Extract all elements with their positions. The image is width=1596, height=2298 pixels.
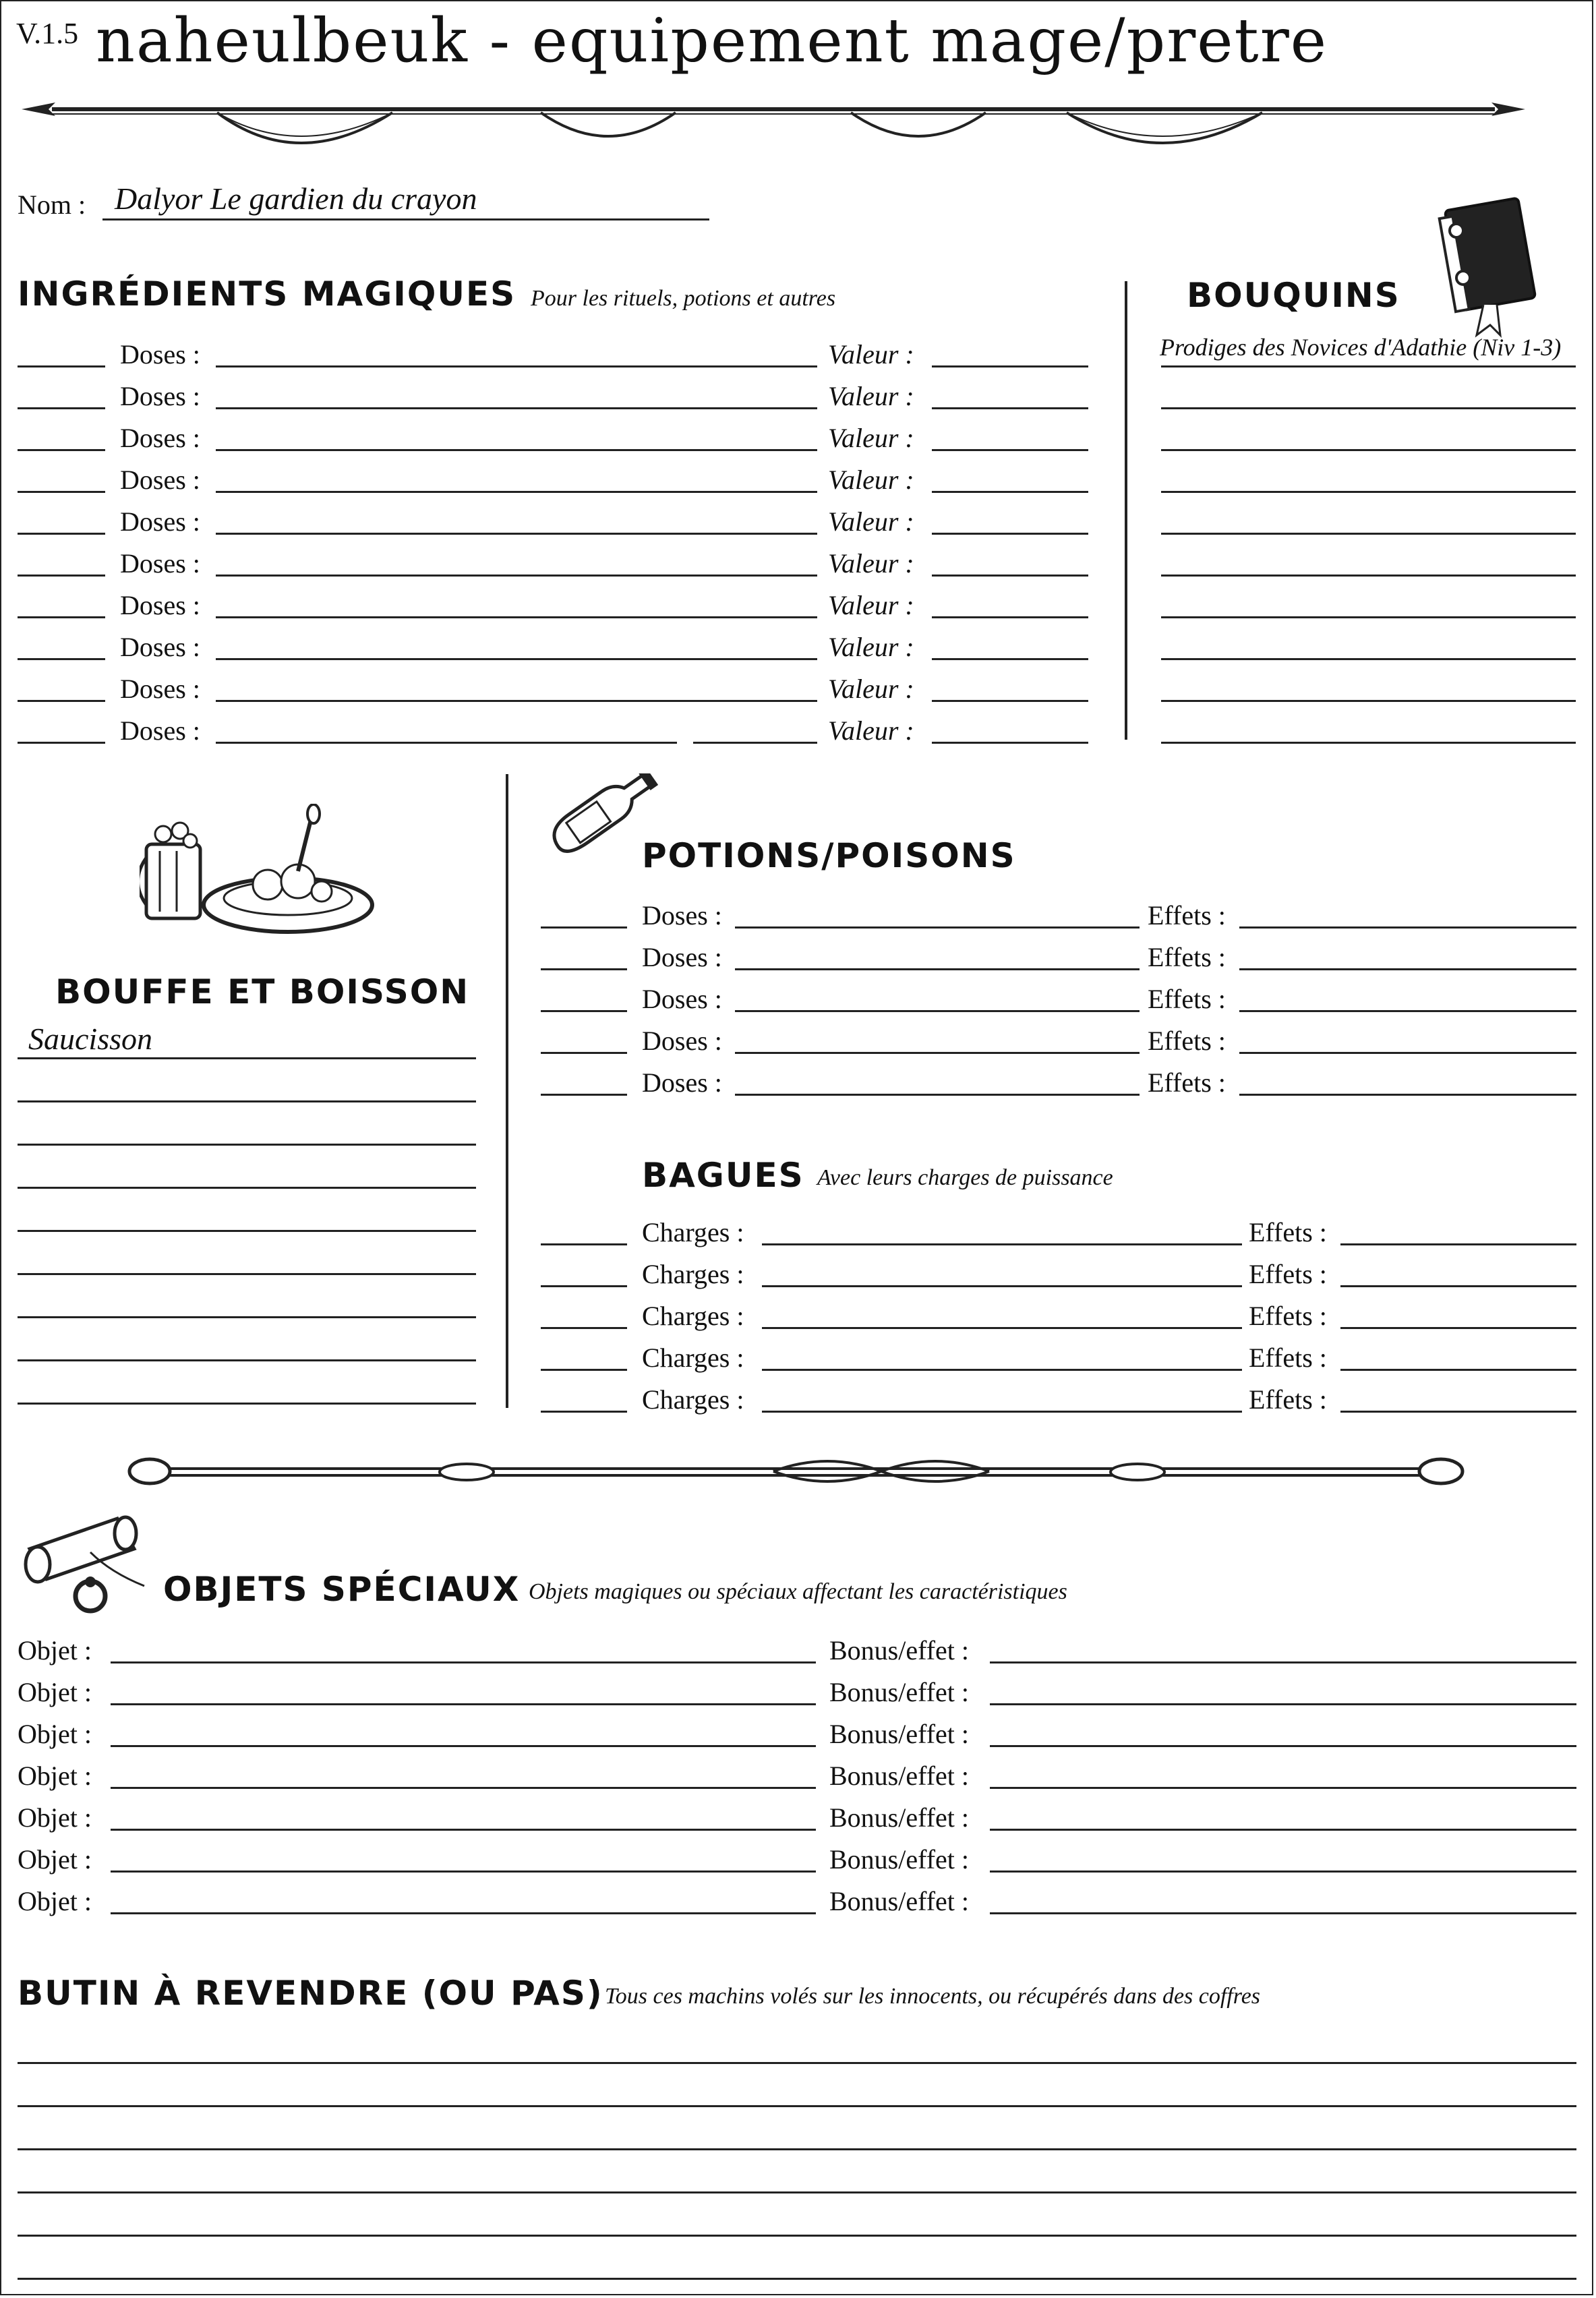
ingredient-quantity-field[interactable]: [18, 449, 105, 451]
special-object-label: Objet :: [18, 1761, 92, 1791]
ingredient-quantity-field[interactable]: [18, 742, 105, 744]
ingredient-value-label: Valeur :: [828, 423, 914, 453]
book-entry-line[interactable]: [1161, 365, 1576, 367]
ingredient-value-field[interactable]: [932, 700, 1088, 702]
ingredient-value-field[interactable]: [932, 742, 1088, 744]
ingredient-value-field[interactable]: [932, 616, 1088, 618]
food-title: BOUFFE ET BOISSON: [55, 972, 470, 1011]
potion-quantity-field[interactable]: [541, 1094, 627, 1096]
ingredient-value-field[interactable]: [932, 407, 1088, 409]
book-entry-line[interactable]: [1161, 700, 1576, 702]
ring-effect-field[interactable]: [1340, 1369, 1576, 1371]
ring-effects-label: Effets :: [1249, 1343, 1327, 1373]
special-bonus-label: Bonus/effet :: [829, 1677, 970, 1707]
ingredient-value-label: Valeur :: [828, 465, 914, 495]
scroll-and-ring-icon: [16, 1512, 158, 1620]
ingredient-doses-label: Doses :: [120, 339, 200, 370]
spear-ornament-icon: [15, 86, 1532, 146]
ingredient-quantity-field[interactable]: [18, 616, 105, 618]
potion-effect-field[interactable]: [1239, 1010, 1576, 1012]
food-entry-line[interactable]: [18, 1057, 476, 1059]
food-entry-line[interactable]: [18, 1359, 476, 1361]
food-entry-line[interactable]: [18, 1230, 476, 1232]
food-entry-line[interactable]: [18, 1100, 476, 1102]
ring-name-field[interactable]: [762, 1369, 1242, 1371]
ring-charges-label: Charges :: [642, 1301, 744, 1331]
ingredient-quantity-field[interactable]: [18, 658, 105, 660]
ingredient-value-label: Valeur :: [828, 674, 914, 704]
ingredients-title: INGRÉDIENTS MAGIQUES: [18, 274, 516, 314]
potion-effect-field[interactable]: [1239, 1052, 1576, 1054]
special-bonus-field[interactable]: [990, 1703, 1576, 1705]
books-title: BOUQUINS: [1187, 276, 1400, 315]
potion-doses-label: Doses :: [642, 1026, 722, 1056]
ring-name-field[interactable]: [762, 1285, 1242, 1287]
book-entry-line[interactable]: [1161, 449, 1576, 451]
special-bonus-field[interactable]: [990, 1661, 1576, 1663]
food-divider: [506, 774, 508, 1408]
special-object-label: Objet :: [18, 1844, 92, 1875]
ingredient-value-field[interactable]: [932, 574, 1088, 577]
potion-quantity-field[interactable]: [541, 1010, 627, 1012]
book-entry-line[interactable]: [1161, 658, 1576, 660]
food-entry-line[interactable]: [18, 1187, 476, 1189]
ingredient-name-field[interactable]: [216, 533, 817, 535]
special-bonus-label: Bonus/effet :: [829, 1844, 970, 1875]
ring-effect-field[interactable]: [1340, 1327, 1576, 1329]
potion-effects-label: Effets :: [1148, 900, 1226, 931]
potion-quantity-field[interactable]: [541, 1052, 627, 1054]
potion-effect-field[interactable]: [1239, 1094, 1576, 1096]
food-entry-1: Saucisson: [28, 1022, 152, 1056]
ingredients-subtitle: Pour les rituels, potions et autres: [531, 286, 836, 311]
ring-effect-field[interactable]: [1340, 1285, 1576, 1287]
ring-effects-label: Effets :: [1249, 1259, 1327, 1289]
ingredient-quantity-field[interactable]: [18, 407, 105, 409]
loot-title: BUTIN À REVENDRE (OU PAS): [18, 1974, 603, 2013]
special-object-field[interactable]: [111, 1870, 816, 1873]
ingredient-quantity-field[interactable]: [18, 365, 105, 367]
food-entry-line[interactable]: [18, 1316, 476, 1318]
special-bonus-label: Bonus/effet :: [829, 1635, 970, 1666]
special-object-field[interactable]: [111, 1787, 816, 1789]
loot-entry-line[interactable]: [18, 2148, 1576, 2150]
potion-doses-label: Doses :: [642, 942, 722, 972]
ingredient-quantity-field[interactable]: [18, 491, 105, 493]
ring-effects-label: Effets :: [1249, 1217, 1327, 1247]
ingredient-doses-label: Doses :: [120, 423, 200, 453]
ring-quantity-field[interactable]: [541, 1243, 627, 1245]
ingredient-value-field[interactable]: [932, 533, 1088, 535]
ring-effects-label: Effets :: [1249, 1384, 1327, 1415]
ingredient-doses-label: Doses :: [120, 465, 200, 495]
ingredient-value-label: Valeur :: [828, 339, 914, 370]
ring-charges-label: Charges :: [642, 1217, 744, 1247]
ingredient-value-field[interactable]: [932, 491, 1088, 493]
name-value: Dalyor Le gardien du crayon: [115, 181, 477, 216]
ingredient-doses-label: Doses :: [120, 381, 200, 411]
ingredient-value-field[interactable]: [932, 658, 1088, 660]
potions-title: POTIONS/POISONS: [642, 836, 1016, 875]
potion-name-field[interactable]: [735, 1094, 1140, 1096]
staff-ornament-icon: [126, 1444, 1468, 1498]
ring-name-field[interactable]: [762, 1327, 1242, 1329]
special-bonus-label: Bonus/effet :: [829, 1761, 970, 1791]
ingredient-doses-label: Doses :: [120, 715, 200, 746]
ingredient-doses-label: Doses :: [120, 632, 200, 662]
book-entry-line[interactable]: [1161, 533, 1576, 535]
potion-effects-label: Effets :: [1148, 984, 1226, 1014]
ingredient-name-field[interactable]: [216, 449, 817, 451]
ingredient-name-field[interactable]: [216, 491, 817, 493]
page-title: naheulbeuk - equipement mage/pretre: [96, 5, 1328, 76]
potion-effect-field[interactable]: [1239, 968, 1576, 970]
ring-charges-label: Charges :: [642, 1259, 744, 1289]
ingredient-value-label: Valeur :: [828, 548, 914, 579]
ingredient-value-label: Valeur :: [828, 590, 914, 620]
potion-name-field[interactable]: [735, 968, 1140, 970]
ring-quantity-field[interactable]: [541, 1411, 627, 1413]
special-object-field[interactable]: [111, 1912, 816, 1914]
potion-doses-label: Doses :: [642, 900, 722, 931]
ring-effects-label: Effets :: [1249, 1301, 1327, 1331]
ingredient-value-label: Valeur :: [828, 506, 914, 537]
special-object-label: Objet :: [18, 1802, 92, 1833]
ring-quantity-field[interactable]: [541, 1327, 627, 1329]
special-bonus-label: Bonus/effet :: [829, 1802, 970, 1833]
ring-quantity-field[interactable]: [541, 1369, 627, 1371]
name-label: Nom :: [18, 189, 86, 220]
ingredient-name-field[interactable]: [216, 658, 817, 660]
special-bonus-label: Bonus/effet :: [829, 1886, 970, 1916]
potion-effects-label: Effets :: [1148, 942, 1226, 972]
special-bonus-field[interactable]: [990, 1870, 1576, 1873]
ingredient-name-field[interactable]: [216, 365, 817, 367]
special-bonus-label: Bonus/effet :: [829, 1719, 970, 1749]
special-object-field[interactable]: [111, 1829, 816, 1831]
special-bonus-field[interactable]: [990, 1829, 1576, 1831]
ring-effect-field[interactable]: [1340, 1411, 1576, 1413]
ingredient-doses-label: Doses :: [120, 590, 200, 620]
rings-subtitle: Avec leurs charges de puissance: [817, 1165, 1113, 1190]
book-entry-line[interactable]: [1161, 407, 1576, 409]
book-entry-line[interactable]: [1161, 491, 1576, 493]
ring-effect-field[interactable]: [1340, 1243, 1576, 1245]
ingredient-value-label: Valeur :: [828, 715, 914, 746]
potion-effects-label: Effets :: [1148, 1067, 1226, 1098]
special-bonus-field[interactable]: [990, 1912, 1576, 1914]
potion-doses-label: Doses :: [642, 1067, 722, 1098]
book-entry-line[interactable]: [1161, 574, 1576, 577]
ingredient-quantity-field[interactable]: [18, 700, 105, 702]
special-object-label: Objet :: [18, 1677, 92, 1707]
food-entry-line[interactable]: [18, 1403, 476, 1405]
ring-charges-label: Charges :: [642, 1384, 744, 1415]
name-field-line[interactable]: [102, 218, 709, 220]
potion-name-field[interactable]: [735, 1052, 1140, 1054]
loot-entry-line[interactable]: [18, 2191, 1576, 2193]
food-entry-line[interactable]: [18, 1273, 476, 1275]
ingredient-doses-label: Doses :: [120, 506, 200, 537]
loot-entry-line[interactable]: [18, 2105, 1576, 2107]
special-bonus-field[interactable]: [990, 1745, 1576, 1747]
special-object-field[interactable]: [111, 1703, 816, 1705]
ingredient-name-field[interactable]: [216, 700, 817, 702]
ingredient-name-field[interactable]: [216, 407, 817, 409]
ingredient-doses-label: Doses :: [120, 674, 200, 704]
ingredient-doses-label: Doses :: [120, 548, 200, 579]
special-object-field[interactable]: [111, 1661, 816, 1663]
food-entry-line[interactable]: [18, 1144, 476, 1146]
special-objects-subtitle: Objets magiques ou spéciaux affectant les caractéristiques: [529, 1579, 1067, 1604]
ring-quantity-field[interactable]: [541, 1285, 627, 1287]
special-object-label: Objet :: [18, 1635, 92, 1666]
potion-effects-label: Effets :: [1148, 1026, 1226, 1056]
loot-subtitle: Tous ces machins volés sur les innocents, ou récupérés dans des coffres: [605, 1984, 1261, 2009]
potion-name-field[interactable]: [735, 926, 1140, 929]
loot-entry-line[interactable]: [18, 2278, 1576, 2280]
loot-entry-line[interactable]: [18, 2235, 1576, 2237]
special-object-label: Objet :: [18, 1719, 92, 1749]
potion-name-field[interactable]: [735, 1010, 1140, 1012]
ingredient-value-field[interactable]: [932, 449, 1088, 451]
potion-effect-field[interactable]: [1239, 926, 1576, 929]
potion-quantity-field[interactable]: [541, 968, 627, 970]
book-entry-line[interactable]: [1161, 742, 1576, 744]
potion-doses-label: Doses :: [642, 984, 722, 1014]
ring-charges-label: Charges :: [642, 1343, 744, 1373]
book-entry-1: Prodiges des Novices d'Adathie (Niv 1-3): [1160, 334, 1562, 361]
ingredient-quantity-field[interactable]: [18, 533, 105, 535]
loot-entry-line[interactable]: [18, 2062, 1576, 2064]
ingredient-value-label: Valeur :: [828, 632, 914, 662]
special-object-label: Objet :: [18, 1886, 92, 1916]
ingredient-value-field[interactable]: [932, 365, 1088, 367]
special-object-field[interactable]: [111, 1745, 816, 1747]
books-divider: [1125, 281, 1127, 740]
potion-quantity-field[interactable]: [541, 926, 627, 929]
ingredient-quantity-field[interactable]: [18, 574, 105, 577]
book-entry-line[interactable]: [1161, 616, 1576, 618]
special-objects-title: OBJETS SPÉCIAUX: [163, 1570, 521, 1609]
rings-title: BAGUES: [642, 1156, 804, 1195]
special-bonus-field[interactable]: [990, 1787, 1576, 1789]
book-icon: [1436, 197, 1544, 338]
ingredient-name-field[interactable]: [216, 616, 817, 618]
ingredient-name-field[interactable]: [216, 742, 677, 744]
ring-name-field[interactable]: [762, 1411, 1242, 1413]
ingredient-value-label: Valeur :: [828, 381, 914, 411]
food-and-drink-icon: [140, 804, 376, 939]
ingredient-name-field[interactable]: [216, 574, 817, 577]
version-label: V.1.5: [16, 17, 79, 50]
ring-name-field[interactable]: [762, 1243, 1242, 1245]
ingredient-extra-field[interactable]: [693, 742, 817, 744]
